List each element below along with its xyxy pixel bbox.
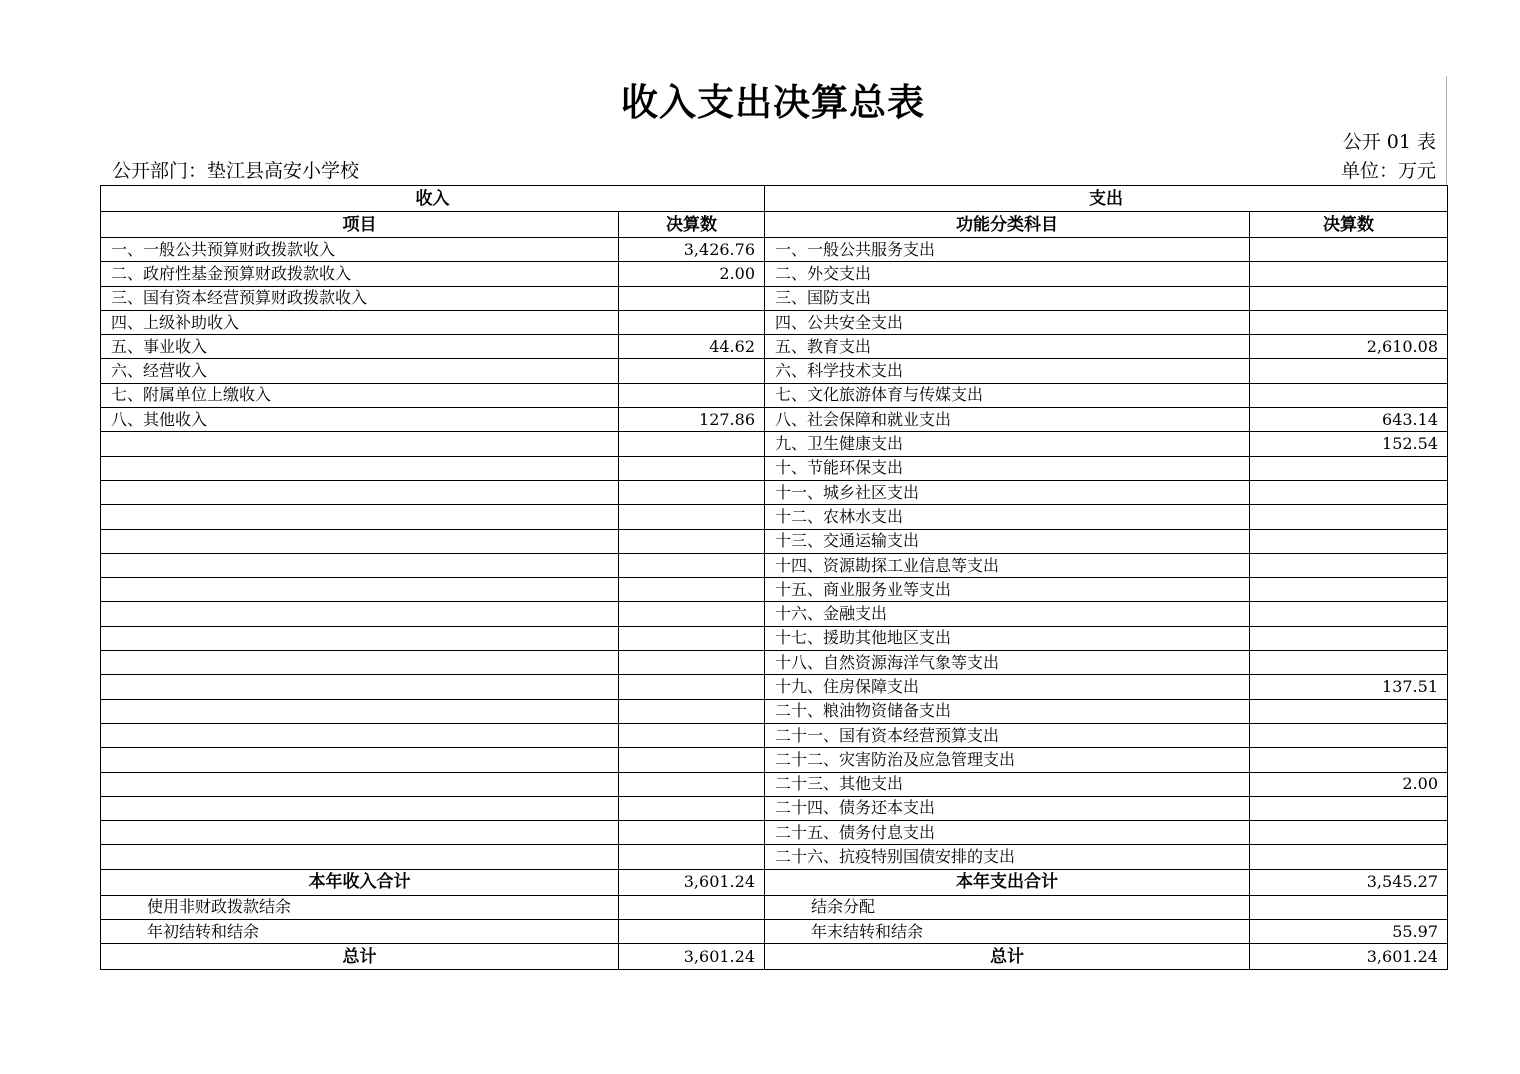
income-header: 收入 xyxy=(101,186,765,212)
income-item-value xyxy=(619,480,765,504)
table-row xyxy=(101,578,1448,602)
income-item-value xyxy=(619,383,765,407)
page-edge-line xyxy=(1446,76,1447,186)
expense-item-label: 十五、商业服务业等支出 xyxy=(765,578,1250,602)
expense-item-label: 十四、资源勘探工业信息等支出 xyxy=(765,553,1250,577)
year-income-total-label: 本年收入合计 xyxy=(101,869,619,895)
income-item-value: 2.00 xyxy=(619,262,765,286)
table-row xyxy=(101,699,1448,723)
func-item-column-header: 功能分类科目 xyxy=(765,212,1250,238)
expense-item-label: 九、卫生健康支出 xyxy=(765,432,1250,456)
expense-item-label: 二、外交支出 xyxy=(765,262,1250,286)
expense-item-label: 三、国防支出 xyxy=(765,286,1250,310)
grand-expense-total-label: 总计 xyxy=(765,944,1250,970)
table-row xyxy=(101,286,1448,310)
table-row xyxy=(101,723,1448,747)
income-item-value xyxy=(619,626,765,650)
income-balance-label: 年初结转和结余 xyxy=(101,920,619,944)
income-item-label: 四、上级补助收入 xyxy=(101,310,619,334)
table-row xyxy=(101,553,1448,577)
item-column-header: 项目 xyxy=(101,212,619,238)
income-item-label xyxy=(101,675,619,699)
table-row xyxy=(101,456,1448,480)
income-balance-value xyxy=(619,920,765,944)
grand-total-row xyxy=(101,944,1448,970)
expense-item-value xyxy=(1250,723,1448,747)
expense-item-value xyxy=(1250,602,1448,626)
table-row xyxy=(101,383,1448,407)
expense-item-label: 六、科学技术支出 xyxy=(765,359,1250,383)
income-item-label xyxy=(101,602,619,626)
column-header-row xyxy=(101,212,1448,238)
income-item-value xyxy=(619,505,765,529)
income-item-value xyxy=(619,772,765,796)
income-item-label xyxy=(101,748,619,772)
income-balance-value xyxy=(619,895,765,919)
income-item-value xyxy=(619,796,765,820)
expense-item-value xyxy=(1250,505,1448,529)
balance-row xyxy=(101,920,1448,944)
income-item-label xyxy=(101,796,619,820)
income-item-label: 六、经营收入 xyxy=(101,359,619,383)
income-item-value xyxy=(619,359,765,383)
income-item-label xyxy=(101,432,619,456)
expense-item-label: 二十四、债务还本支出 xyxy=(765,796,1250,820)
expense-item-value xyxy=(1250,845,1448,869)
income-item-label xyxy=(101,772,619,796)
expense-item-value xyxy=(1250,699,1448,723)
income-item-value xyxy=(619,432,765,456)
expense-item-label: 十一、城乡社区支出 xyxy=(765,480,1250,504)
table-row xyxy=(101,529,1448,553)
expense-item-label: 五、教育支出 xyxy=(765,335,1250,359)
income-item-label xyxy=(101,505,619,529)
expense-item-value xyxy=(1250,529,1448,553)
year-income-total-value: 3,601.24 xyxy=(619,869,765,895)
expense-item-value xyxy=(1250,480,1448,504)
income-item-label xyxy=(101,626,619,650)
expense-item-value xyxy=(1250,310,1448,334)
expense-item-value: 2.00 xyxy=(1250,772,1448,796)
year-total-row xyxy=(101,869,1448,895)
year-expense-total-label: 本年支出合计 xyxy=(765,869,1250,895)
table-row xyxy=(101,626,1448,650)
income-item-label xyxy=(101,845,619,869)
income-item-label xyxy=(101,723,619,747)
table-row xyxy=(101,408,1448,432)
expense-balance-value xyxy=(1250,895,1448,919)
department-label: 公开部门：垫江县高安小学校 xyxy=(112,160,360,182)
income-item-value xyxy=(619,699,765,723)
expense-balance-value: 55.97 xyxy=(1250,920,1448,944)
income-item-label: 八、其他收入 xyxy=(101,408,619,432)
expense-item-value: 152.54 xyxy=(1250,432,1448,456)
income-item-value xyxy=(619,578,765,602)
income-item-value xyxy=(619,456,765,480)
income-item-value xyxy=(619,602,765,626)
income-item-label xyxy=(101,651,619,675)
table-row xyxy=(101,845,1448,869)
expense-item-value xyxy=(1250,286,1448,310)
expense-item-value xyxy=(1250,359,1448,383)
income-item-value xyxy=(619,845,765,869)
table-row xyxy=(101,238,1448,262)
expense-item-value xyxy=(1250,626,1448,650)
income-item-label xyxy=(101,578,619,602)
grand-income-total-value: 3,601.24 xyxy=(619,944,765,970)
grand-income-total-label: 总计 xyxy=(101,944,619,970)
income-item-label xyxy=(101,821,619,845)
expense-item-label: 四、公共安全支出 xyxy=(765,310,1250,334)
expense-item-label: 十七、援助其他地区支出 xyxy=(765,626,1250,650)
expense-item-value xyxy=(1250,262,1448,286)
expense-item-value xyxy=(1250,748,1448,772)
expense-item-value xyxy=(1250,238,1448,262)
expense-item-value xyxy=(1250,821,1448,845)
expense-item-label: 十、节能环保支出 xyxy=(765,456,1250,480)
table-row xyxy=(101,748,1448,772)
amount2-column-header: 决算数 xyxy=(1250,212,1448,238)
year-expense-total-value: 3,545.27 xyxy=(1250,869,1448,895)
income-item-label: 五、事业收入 xyxy=(101,335,619,359)
income-item-value xyxy=(619,529,765,553)
expense-item-value: 643.14 xyxy=(1250,408,1448,432)
income-item-label: 二、政府性基金预算财政拨款收入 xyxy=(101,262,619,286)
table-row xyxy=(101,796,1448,820)
income-item-value: 3,426.76 xyxy=(619,238,765,262)
expense-item-label: 二十二、灾害防治及应急管理支出 xyxy=(765,748,1250,772)
expense-item-value: 2,610.08 xyxy=(1250,335,1448,359)
expense-balance-label: 年末结转和结余 xyxy=(765,920,1250,944)
income-item-label xyxy=(101,480,619,504)
income-item-value xyxy=(619,310,765,334)
expense-item-value: 137.51 xyxy=(1250,675,1448,699)
table-row xyxy=(101,432,1448,456)
expense-item-label: 二十六、抗疫特别国债安排的支出 xyxy=(765,845,1250,869)
expense-item-label: 十九、住房保障支出 xyxy=(765,675,1250,699)
table-row xyxy=(101,772,1448,796)
amount-column-header: 决算数 xyxy=(619,212,765,238)
table-row xyxy=(101,821,1448,845)
expense-item-label: 二十三、其他支出 xyxy=(765,772,1250,796)
expense-item-value xyxy=(1250,651,1448,675)
unit-label: 单位：万元 xyxy=(1340,160,1436,182)
expense-item-value xyxy=(1250,578,1448,602)
table-row xyxy=(101,675,1448,699)
income-item-label xyxy=(101,699,619,723)
income-item-label xyxy=(101,553,619,577)
section-header-row xyxy=(101,186,1448,212)
table-row xyxy=(101,310,1448,334)
balance-row xyxy=(101,895,1448,919)
income-expense-table xyxy=(100,185,1448,970)
income-item-label xyxy=(101,456,619,480)
income-item-label: 七、附属单位上缴收入 xyxy=(101,383,619,407)
expense-item-label: 七、文化旅游体育与传媒支出 xyxy=(765,383,1250,407)
income-item-value xyxy=(619,748,765,772)
expense-item-label: 十三、交通运输支出 xyxy=(765,529,1250,553)
expense-header: 支出 xyxy=(765,186,1448,212)
expense-item-label: 十八、自然资源海洋气象等支出 xyxy=(765,651,1250,675)
expense-item-value xyxy=(1250,796,1448,820)
expense-item-value xyxy=(1250,383,1448,407)
table-row xyxy=(101,359,1448,383)
expense-item-label: 八、社会保障和就业支出 xyxy=(765,408,1250,432)
income-balance-label: 使用非财政拨款结余 xyxy=(101,895,619,919)
income-item-value xyxy=(619,553,765,577)
table-row xyxy=(101,651,1448,675)
expense-item-value xyxy=(1250,456,1448,480)
table-row xyxy=(101,262,1448,286)
income-item-value xyxy=(619,286,765,310)
table-row xyxy=(101,602,1448,626)
table-row xyxy=(101,505,1448,529)
table-row xyxy=(101,480,1448,504)
expense-item-label: 二十、粮油物资储备支出 xyxy=(765,699,1250,723)
form-number: 公开 01 表 xyxy=(1342,131,1436,153)
income-item-value xyxy=(619,821,765,845)
income-item-value: 127.86 xyxy=(619,408,765,432)
income-item-value: 44.62 xyxy=(619,335,765,359)
expense-item-label: 一、一般公共服务支出 xyxy=(765,238,1250,262)
expense-item-value xyxy=(1250,553,1448,577)
income-item-label xyxy=(101,529,619,553)
expense-item-label: 十六、金融支出 xyxy=(765,602,1250,626)
page-title: 收入支出决算总表 xyxy=(621,81,925,124)
income-item-value xyxy=(619,723,765,747)
table-row xyxy=(101,335,1448,359)
expense-item-label: 二十一、国有资本经营预算支出 xyxy=(765,723,1250,747)
expense-balance-label: 结余分配 xyxy=(765,895,1250,919)
expense-item-label: 二十五、债务付息支出 xyxy=(765,821,1250,845)
income-item-value xyxy=(619,675,765,699)
income-item-label: 三、国有资本经营预算财政拨款收入 xyxy=(101,286,619,310)
income-item-label: 一、一般公共预算财政拨款收入 xyxy=(101,238,619,262)
income-item-value xyxy=(619,651,765,675)
expense-item-label: 十二、农林水支出 xyxy=(765,505,1250,529)
grand-expense-total-value: 3,601.24 xyxy=(1250,944,1448,970)
